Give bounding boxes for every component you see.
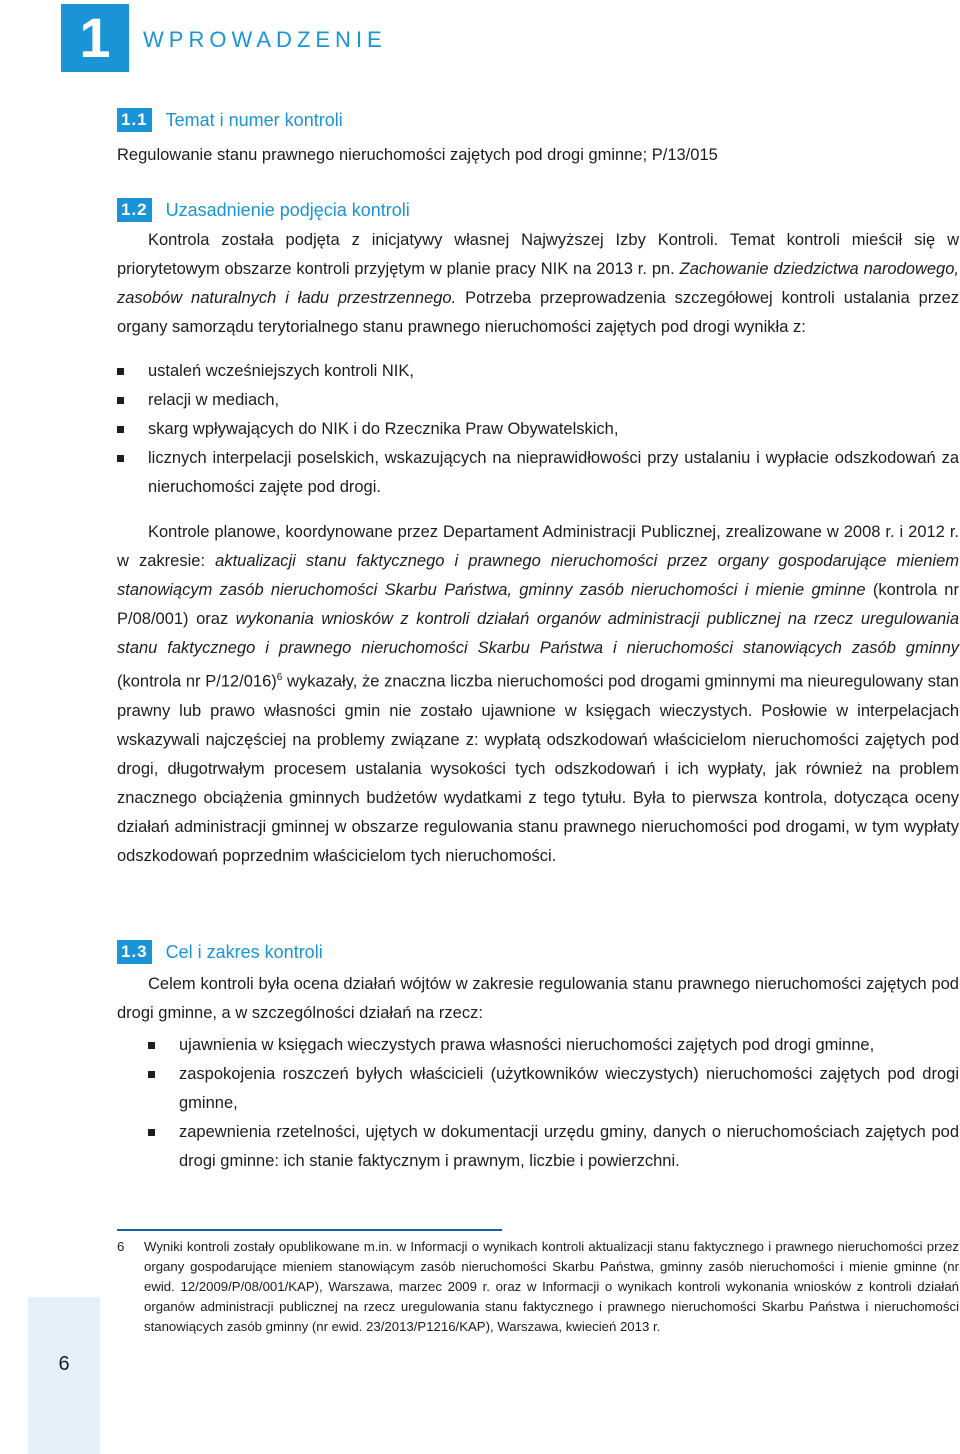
section-1-3-heading xyxy=(117,939,323,965)
list-item: ustaleń wcześniejszych kontroli NIK, xyxy=(117,357,959,386)
section-1-3-bullet-list xyxy=(117,1031,959,1176)
section-number: 1.3 xyxy=(117,940,152,964)
footnote-ref: 6 xyxy=(276,672,283,683)
paragraph-text: (kontrola nr P/08/001) oraz xyxy=(117,581,959,628)
list-item: ujawnienia w księgach wieczystych prawa własności nieruchomości zajętych pod drogi gminne, xyxy=(117,1031,959,1060)
page-number: 6 xyxy=(58,1353,70,1375)
footnote-number: 6 xyxy=(117,1239,125,1254)
section-1-2-bullet-list xyxy=(117,357,959,502)
list-item: skarg wpływających do NIK i do Rzecznika Praw Obywatelskich, xyxy=(117,415,959,444)
paragraph-italic: aktualizacji stanu faktycznego i prawnego nieruchomości przez organy gospodarujące mieniem stanowiącym zasób nieruchomości Skarbu Państwa, gminny zasób nieruchomości i mienie gminne xyxy=(117,552,960,599)
section-number: 1.2 xyxy=(117,198,152,222)
footnote-text: Wyniki kontroli zostały opublikowane m.in. w Informacji o wynikach kontroli aktualizacji stanu faktycznego i prawnego nieruchomości przez organy gospodarujące mieniem stanowiącym zasób nieruchomości Skarbu Państwa, gminny zasób nieruchomości i mienie gminne (nr ewid. 12/2009/P/08/001/KAP), Warszawa, marzec 2009 r. oraz w Informacji o wynikach kontroli wykonania wniosków z kontroli działań organów administracji publicznej na rzecz uregulowania stanu faktycznego i prawnego nieruchomości Skarbu Państwa i nieruchomości stanowiących zasób gminny (nr ewid. 23/2013/P1216/KAP), Warszawa, kwiecień 2013 r. xyxy=(144,1239,959,1334)
paragraph-italic: wykonania wniosków z kontroli działań organów administracji publicznej na rzecz uregulowania stanu faktycznego i prawnego nieruchomości Skarbu Państwa i nieruchomości stanowiących zasób gminny xyxy=(117,610,959,657)
list-item: zapewnienia rzetelności, ujętych w dokumentacji urzędu gminy, danych o nieruchomościach zajętych pod drogi gminne: ich stanie faktycznym i prawnym, liczbie i powierzchni. xyxy=(117,1118,959,1176)
section-title: Temat i numer kontroli xyxy=(165,109,343,130)
chapter-title: WPROWADZENIE xyxy=(143,27,387,52)
footnote-rule xyxy=(117,1229,502,1231)
paragraph-text: wykazały, że znaczna liczba nieruchomości pod drogami gminnymi ma nieuregulowany stan prawny lub prawo własności gmin nie zostało ujawnione w księgach wieczystych. Posłowie w interpelacjach wskazywali najczęściej na problemy związane z: wypłatą odszkodowań właścicielom nieruchomości zajętych pod drogi, długotrwałym procesem ustalania wysokości tych odszkodowań i ich wypłaty, jak również na problem znacznego obciążenia gminnych budżetów wydatkami z tego tytułu. Była to pierwsza kontrola, dotycząca oceny działań administracji gminnej w obszarze regulowania stanu prawnego nieruchomości pod drogami, w tym wypłaty odszkodowań poprzednim właścicielom tych nieruchomości. xyxy=(117,672,959,865)
chapter-number-box: 1 xyxy=(61,4,129,72)
section-1-3-paragraph-1 xyxy=(117,970,959,1028)
list-item: licznych interpelacji poselskich, wskazujących na nieprawidłowości przy ustalaniu i wypłacie odszkodowań za nieruchomości zajęte pod drogi. xyxy=(117,444,959,502)
list-item: relacji w mediach, xyxy=(117,386,959,415)
section-title: Cel i zakres kontroli xyxy=(165,941,323,962)
paragraph-text: Kontrola została podjęta z inicjatywy własnej Najwyższej Izby Kontroli. Temat kontroli mieścił się w priorytetowym obszarze kontroli przyjętym w planie pracy NIK na 2013 r. pn. xyxy=(117,231,959,278)
section-1-2-paragraph-2 xyxy=(117,518,959,871)
section-title: Uzasadnienie podjęcia kontroli xyxy=(165,199,410,220)
paragraph-text: Kontrole planowe, koordynowane przez Departament Administracji Publicznej, zrealizowane w 2008 r. i 2012 r. w zakresie: xyxy=(117,523,959,570)
list-item: zaspokojenia roszczeń byłych właścicieli (użytkowników wieczystych) nieruchomości zajętych pod drogi gminne, xyxy=(117,1060,959,1118)
section-1-1-body: Regulowanie stanu prawnego nieruchomości zajętych pod drogi gminne; P/13/015 xyxy=(117,146,718,164)
paragraph-text: (kontrola nr P/12/016) xyxy=(117,672,277,691)
section-1-2-heading xyxy=(117,197,410,223)
section-1-1-heading xyxy=(117,107,343,133)
footnote xyxy=(117,1237,959,1337)
paragraph-text: Potrzeba przeprowadzenia szczegółowej kontroli ustalania przez organy samorządu terytorialnego stanu prawnego nieruchomości zajętych pod drogi wynikła z: xyxy=(117,289,959,336)
paragraph-text: Celem kontroli była ocena działań wójtów w zakresie regulowania stanu prawnego nieruchomości zajętych pod drogi gminne, a w szczególności działań na rzecz: xyxy=(117,975,959,1022)
page-number-tab xyxy=(28,1297,100,1454)
paragraph-italic: Zachowanie dziedzictwa narodowego, zasobów naturalnych i ładu przestrzennego. xyxy=(117,260,959,307)
section-number: 1.1 xyxy=(117,108,152,132)
section-1-2-paragraph-1 xyxy=(117,226,959,342)
